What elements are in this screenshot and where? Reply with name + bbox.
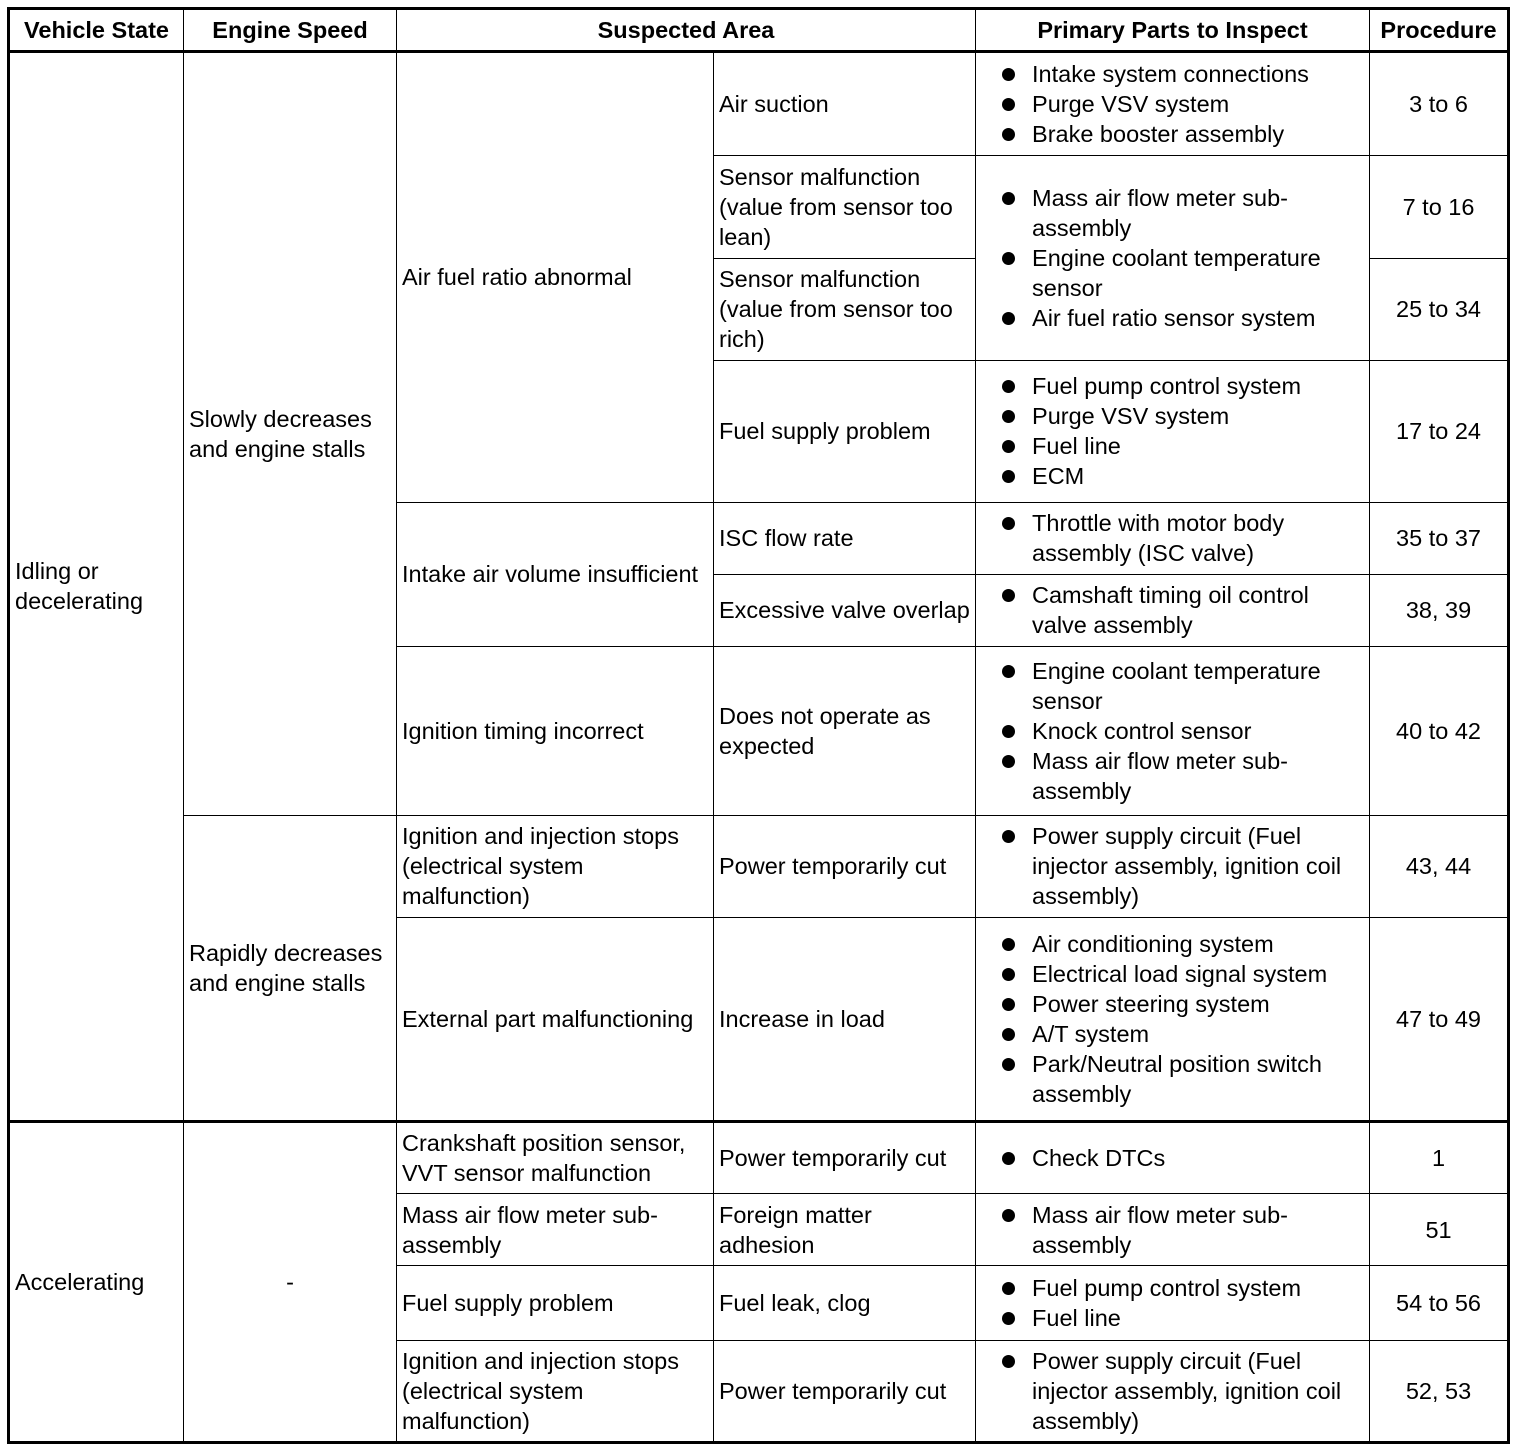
parts-cell <box>976 52 1370 156</box>
bullet-icon <box>1002 665 1015 678</box>
procedure-cell: 43, 44 <box>1370 815 1509 917</box>
bullet-icon <box>1002 755 1015 768</box>
engine-speed-slowly: Slowly decreases and engine stalls <box>184 52 397 816</box>
bullet-icon <box>1002 1312 1015 1325</box>
detail-cell: Sensor malfunction (value from sensor too rich) <box>714 258 976 360</box>
bullet-icon <box>1002 470 1015 483</box>
procedure-cell: 3 to 6 <box>1370 52 1509 156</box>
parts-cell <box>976 1121 1370 1193</box>
parts-cell <box>976 918 1370 1122</box>
header-suspected-area: Suspected Area <box>397 9 976 52</box>
list-item: Intake system connections <box>981 59 1364 89</box>
detail-cell: Sensor malfunction (value from sensor too lean) <box>714 156 976 258</box>
header-procedure: Procedure <box>1370 9 1509 52</box>
bullet-icon <box>1002 725 1015 738</box>
engine-speed-dash: - <box>184 1121 397 1442</box>
list-item: Mass air flow meter sub-assembly <box>981 1200 1364 1260</box>
bullet-icon <box>1002 192 1015 205</box>
area-intake-air: Intake air volume insufficient <box>397 502 714 647</box>
procedure-cell: 1 <box>1370 1121 1509 1193</box>
procedure-cell: 47 to 49 <box>1370 918 1509 1122</box>
list-item: Check DTCs <box>981 1143 1364 1173</box>
procedure-cell: 17 to 24 <box>1370 361 1509 503</box>
detail-cell: Does not operate as expected <box>714 647 976 816</box>
procedure-cell: 38, 39 <box>1370 574 1509 646</box>
list-item: Engine coolant temperature sensor <box>981 656 1364 716</box>
table-row <box>9 815 1509 917</box>
list-item: ECM <box>981 461 1364 491</box>
list-item: Purge VSV system <box>981 401 1364 431</box>
bullet-icon <box>1002 380 1015 393</box>
parts-cell <box>976 647 1370 816</box>
procedure-cell: 7 to 16 <box>1370 156 1509 258</box>
header-vehicle-state: Vehicle State <box>9 9 184 52</box>
parts-cell <box>976 1266 1370 1340</box>
detail-cell: Air suction <box>714 52 976 156</box>
detail-cell: Increase in load <box>714 918 976 1122</box>
area-fuel-supply: Fuel supply problem <box>397 1266 714 1340</box>
parts-cell <box>976 815 1370 917</box>
bullet-icon <box>1002 252 1015 265</box>
area-air-fuel-ratio: Air fuel ratio abnormal <box>397 52 714 503</box>
area-ign-inj-stops: Ignition and injection stops (electrical system malfunction) <box>397 815 714 917</box>
list-item: Mass air flow meter sub-assembly <box>981 746 1364 806</box>
detail-cell: Fuel leak, clog <box>714 1266 976 1340</box>
parts-cell <box>976 156 1370 361</box>
list-item: Electrical load signal system <box>981 959 1364 989</box>
table-row <box>9 52 1509 156</box>
bullet-icon <box>1002 968 1015 981</box>
list-item: Power supply circuit (Fuel injector assembly, ignition coil assembly) <box>981 1346 1364 1436</box>
bullet-icon <box>1002 1282 1015 1295</box>
bullet-icon <box>1002 998 1015 1011</box>
bullet-icon <box>1002 440 1015 453</box>
bullet-icon <box>1002 1058 1015 1071</box>
list-item: Knock control sensor <box>981 716 1364 746</box>
vehicle-state-idling: Idling or decelerating <box>9 52 184 1122</box>
list-item: Brake booster assembly <box>981 119 1364 149</box>
bullet-icon <box>1002 68 1015 81</box>
bullet-icon <box>1002 410 1015 423</box>
detail-cell: Excessive valve overlap <box>714 574 976 646</box>
detail-cell: Power temporarily cut <box>714 1121 976 1193</box>
list-item: Park/Neutral position switch assembly <box>981 1049 1364 1109</box>
list-item: Throttle with motor body assembly (ISC valve) <box>981 508 1364 568</box>
header-engine-speed: Engine Speed <box>184 9 397 52</box>
detail-cell: Power temporarily cut <box>714 815 976 917</box>
bullet-icon <box>1002 98 1015 111</box>
parts-cell <box>976 502 1370 574</box>
list-item: Fuel line <box>981 431 1364 461</box>
bullet-icon <box>1002 128 1015 141</box>
detail-cell: Power temporarily cut <box>714 1340 976 1442</box>
bullet-icon <box>1002 1152 1015 1165</box>
area-maf-subassy: Mass air flow meter sub-assembly <box>397 1194 714 1266</box>
list-item: Power steering system <box>981 989 1364 1019</box>
list-item: A/T system <box>981 1019 1364 1049</box>
procedure-cell: 25 to 34 <box>1370 258 1509 360</box>
header-primary-parts: Primary Parts to Inspect <box>976 9 1370 52</box>
vehicle-state-accelerating: Accelerating <box>9 1121 184 1442</box>
procedure-cell: 51 <box>1370 1194 1509 1266</box>
area-external-part: External part malfunctioning <box>397 918 714 1122</box>
bullet-icon <box>1002 1355 1015 1368</box>
diagnosis-table <box>7 7 1510 1444</box>
bullet-icon <box>1002 312 1015 325</box>
list-item: Purge VSV system <box>981 89 1364 119</box>
bullet-icon <box>1002 938 1015 951</box>
parts-cell <box>976 574 1370 646</box>
parts-cell <box>976 1340 1370 1442</box>
list-item: Mass air flow meter sub-assembly <box>981 183 1364 243</box>
list-item: Fuel pump control system <box>981 1273 1364 1303</box>
procedure-cell: 40 to 42 <box>1370 647 1509 816</box>
list-item: Fuel pump control system <box>981 371 1364 401</box>
area-crank-vvt: Crankshaft position sensor, VVT sensor malfunction <box>397 1121 714 1193</box>
area-ign-inj-stops-2: Ignition and injection stops (electrical system malfunction) <box>397 1340 714 1442</box>
list-item: Air fuel ratio sensor system <box>981 303 1364 333</box>
list-item: Power supply circuit (Fuel injector assembly, ignition coil assembly) <box>981 821 1364 911</box>
detail-cell: ISC flow rate <box>714 502 976 574</box>
list-item: Engine coolant temperature sensor <box>981 243 1364 303</box>
list-item: Fuel line <box>981 1303 1364 1333</box>
bullet-icon <box>1002 830 1015 843</box>
detail-cell: Foreign matter adhesion <box>714 1194 976 1266</box>
header-row <box>9 9 1509 52</box>
bullet-icon <box>1002 589 1015 602</box>
area-ignition-timing: Ignition timing incorrect <box>397 647 714 816</box>
parts-cell <box>976 1194 1370 1266</box>
bullet-icon <box>1002 1209 1015 1222</box>
list-item: Air conditioning system <box>981 929 1364 959</box>
table-row <box>9 1121 1509 1193</box>
procedure-cell: 35 to 37 <box>1370 502 1509 574</box>
engine-speed-rapidly: Rapidly decreases and engine stalls <box>184 815 397 1121</box>
bullet-icon <box>1002 517 1015 530</box>
detail-cell: Fuel supply problem <box>714 361 976 503</box>
list-item: Camshaft timing oil control valve assembly <box>981 580 1364 640</box>
parts-cell <box>976 361 1370 503</box>
procedure-cell: 52, 53 <box>1370 1340 1509 1442</box>
bullet-icon <box>1002 1028 1015 1041</box>
procedure-cell: 54 to 56 <box>1370 1266 1509 1340</box>
